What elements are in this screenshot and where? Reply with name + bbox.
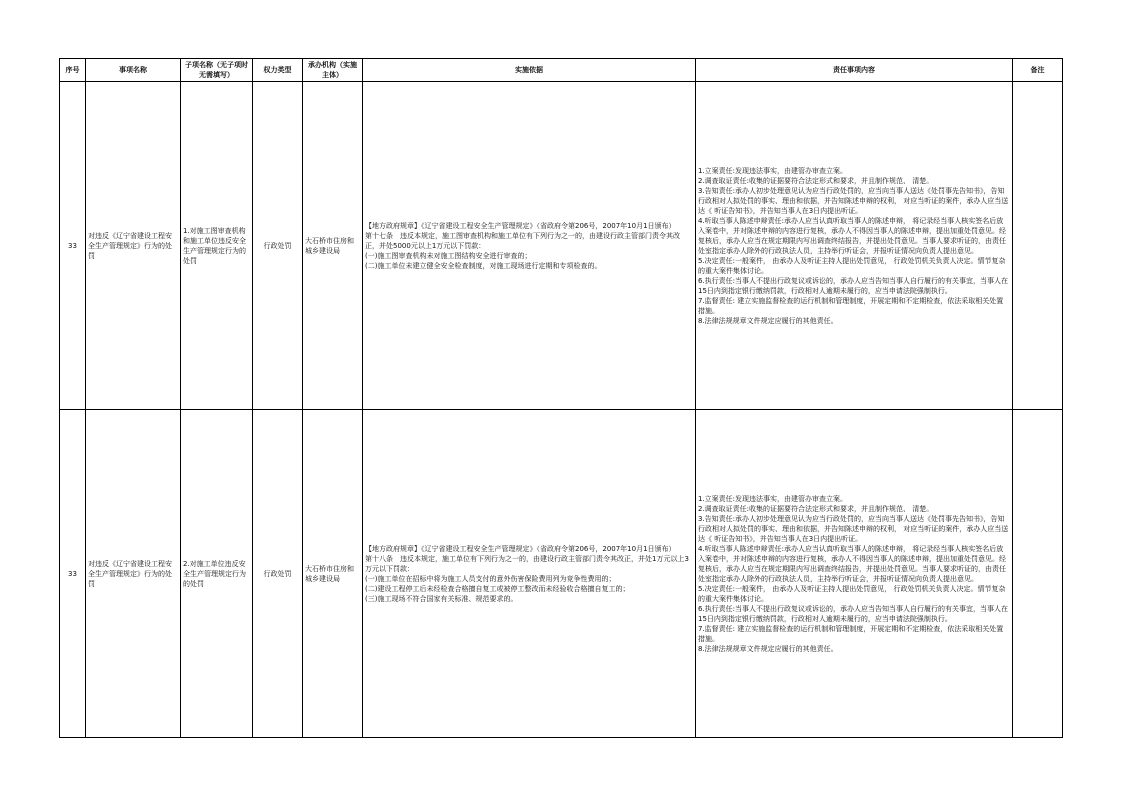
cell-remark <box>1013 82 1063 410</box>
responsibility-table <box>59 58 1063 738</box>
basis-line: 【地方政府规章】《辽宁省建设工程安全生产管理规定》（省政府令第206号，2007年10月1日颁布） <box>365 544 676 553</box>
responsibility-line: 7.监督责任: 建立实施监督检查的运行机制和管理制度，开展定期和不定期检查，依法采取相关处置措施。 <box>698 296 1004 315</box>
cell-power-type: 行政处罚 <box>253 82 303 410</box>
cell-sub-item: 2.对施工单位违反安全生产管理规定行为的处罚 <box>181 410 253 738</box>
cell-item-name: 对违反《辽宁省建设工程安全生产管理规定》行为的处罚 <box>86 82 181 410</box>
cell-responsibility <box>696 410 1013 738</box>
header-seq: 序号 <box>60 59 86 82</box>
table-row <box>60 410 1063 738</box>
header-agency: 承办机构（实施主体） <box>303 59 363 82</box>
responsibility-line: 4.听取当事人陈述申辩责任:承办人应当认真听取当事人的陈述申辩， 将记录经当事人核实签名后放入案卷中，并对陈述申辩的内容进行复核，承办人不得因当事人的陈述申辩，提出加重处罚意见。经复核后，承办人应当在规定期限内写出调查终结报告，并提出处罚意见。当事人要求听证的，由责任处室指定承办人除外的行政执法人员，主持举行听证会，并报听证情况向负责人提出意见。 <box>698 544 1006 583</box>
responsibility-line: 2.调查取证责任:收集的证据要符合法定形式和要求，并且制作规范、 清楚。 <box>698 176 934 185</box>
cell-agency: 大石桥市住房和城乡建设局 <box>303 410 363 738</box>
responsibility-line: 8.法律法规规章文件规定应履行的其他责任。 <box>698 644 838 653</box>
header-responsibility: 责任事项内容 <box>696 59 1013 82</box>
basis-line: (二)建设工程停工后未经检查合格擅自复工或被停工整改而未经验收合格擅自复工的； <box>365 584 630 593</box>
cell-basis <box>363 82 696 410</box>
header-power-type: 权力类型 <box>253 59 303 82</box>
header-row <box>60 59 1063 82</box>
cell-seq: 33 <box>60 82 86 410</box>
responsibility-line: 8.法律法规规章文件规定应履行的其他责任。 <box>698 316 838 325</box>
basis-line: 第十八条 违反本规定，施工单位有下列行为之一的，由建设行政主管部门责令其改正，并处1万元以上3万元以下罚款： <box>365 554 689 573</box>
basis-line: (一)施工图审查机构未对施工图结构安全进行审查的； <box>365 251 532 260</box>
cell-responsibility <box>696 82 1013 410</box>
cell-basis <box>363 410 696 738</box>
responsibility-line: 6.执行责任:当事人不提出行政复议或诉讼的，承办人应当告知当事人自行履行的有关事宜，当事人在15日内到指定银行缴纳罚款，行政相对人逾期未履行的，应当申请法院强制执行。 <box>698 604 1009 623</box>
cell-sub-item: 1.对施工图审查机构和施工单位违反安全生产管理规定行为的处罚 <box>181 82 253 410</box>
basis-line: (二)施工单位未建立健全安全检查制度，对施工现场进行定期和专项检查的。 <box>365 261 602 270</box>
responsibility-line: 5.决定责任:一般案件， 由承办人及听证主持人提出处罚意见， 行政处罚机关负责人决定。情节复杂的重大案件集体讨论。 <box>698 584 1006 603</box>
cell-agency: 大石桥市住房和城乡建设局 <box>303 82 363 410</box>
responsibility-line: 5.决定责任:一般案件， 由承办人及听证主持人提出处罚意见， 行政处罚机关负责人决定。情节复杂的重大案件集体讨论。 <box>698 256 1006 275</box>
cell-power-type: 行政处罚 <box>253 410 303 738</box>
basis-line: (三)施工现场不符合国家有关标准、规范要求的。 <box>365 594 518 603</box>
header-remark: 备注 <box>1013 59 1063 82</box>
table-row <box>60 82 1063 410</box>
header-sub-item: 子项名称（无子项时无需填写） <box>181 59 253 82</box>
responsibility-line: 2.调查取证责任:收集的证据要符合法定形式和要求，并且制作规范、 清楚。 <box>698 504 934 513</box>
cell-seq: 33 <box>60 410 86 738</box>
cell-remark <box>1013 410 1063 738</box>
responsibility-line: 6.执行责任:当事人不提出行政复议或诉讼的，承办人应当告知当事人自行履行的有关事宜，当事人在15日内到指定银行缴纳罚款，行政相对人逾期未履行的，应当申请法院强制执行。 <box>698 276 1009 295</box>
cell-item-name: 对违反《辽宁省建设工程安全生产管理规定》行为的处罚 <box>86 410 181 738</box>
responsibility-line: 7.监督责任: 建立实施监督检查的运行机制和管理制度，开展定期和不定期检查，依法采取相关处置措施。 <box>698 624 1004 643</box>
responsibility-line: 3.告知责任:承办人初步处理意见认为应当行政处罚的，应当向当事人送达《处罚事先告知书》，告知行政相对人拟处罚的事实、理由和依据，并告知陈述申辩的权利， 对应当听证的案件，承办人应当送达《 听证告知书》，并告知当事人在3日内提出听证。 <box>698 186 1009 215</box>
responsibility-line: 4.听取当事人陈述申辩责任:承办人应当认真听取当事人的陈述申辩， 将记录经当事人核实签名后放入案卷中，并对陈述申辩的内容进行复核，承办人不得因当事人的陈述申辩，提出加重处罚意见。经复核后，承办人应当在规定期限内写出调查终结报告，并提出处罚意见。当事人要求听证的，由责任处室指定承办人除外的行政执法人员，主持举行听证会，并报听证情况向负责人提出意见。 <box>698 216 1006 255</box>
basis-line: 第十七条 违反本规定，施工图审查机构和施工单位有下列行为之一的，由建设行政主管部门责令其改正，并处5000元以上1万元以下罚款： <box>365 231 680 250</box>
header-item-name: 事项名称 <box>86 59 181 82</box>
basis-line: 【地方政府规章】《辽宁省建设工程安全生产管理规定》（省政府令第206号，2007年10月1日颁布） <box>365 221 676 230</box>
responsibility-line: 3.告知责任:承办人初步处理意见认为应当行政处罚的，应当向当事人送达《处罚事先告知书》，告知行政相对人拟处罚的事实、理由和依据，并告知陈述申辩的权利， 对应当听证的案件，承办人应当送达《 听证告知书》，并告知当事人在3日内提出听证。 <box>698 514 1009 543</box>
basis-line: (一)施工单位在招标中将为施工人员支付的意外伤害保险费用列为竞争性费用的； <box>365 574 616 583</box>
responsibility-line: 1.立案责任:发现违法事实，由建管办审查立案。 <box>698 166 848 175</box>
responsibility-line: 1.立案责任:发现违法事实，由建管办审查立案。 <box>698 494 848 503</box>
header-basis: 实施依据 <box>363 59 696 82</box>
